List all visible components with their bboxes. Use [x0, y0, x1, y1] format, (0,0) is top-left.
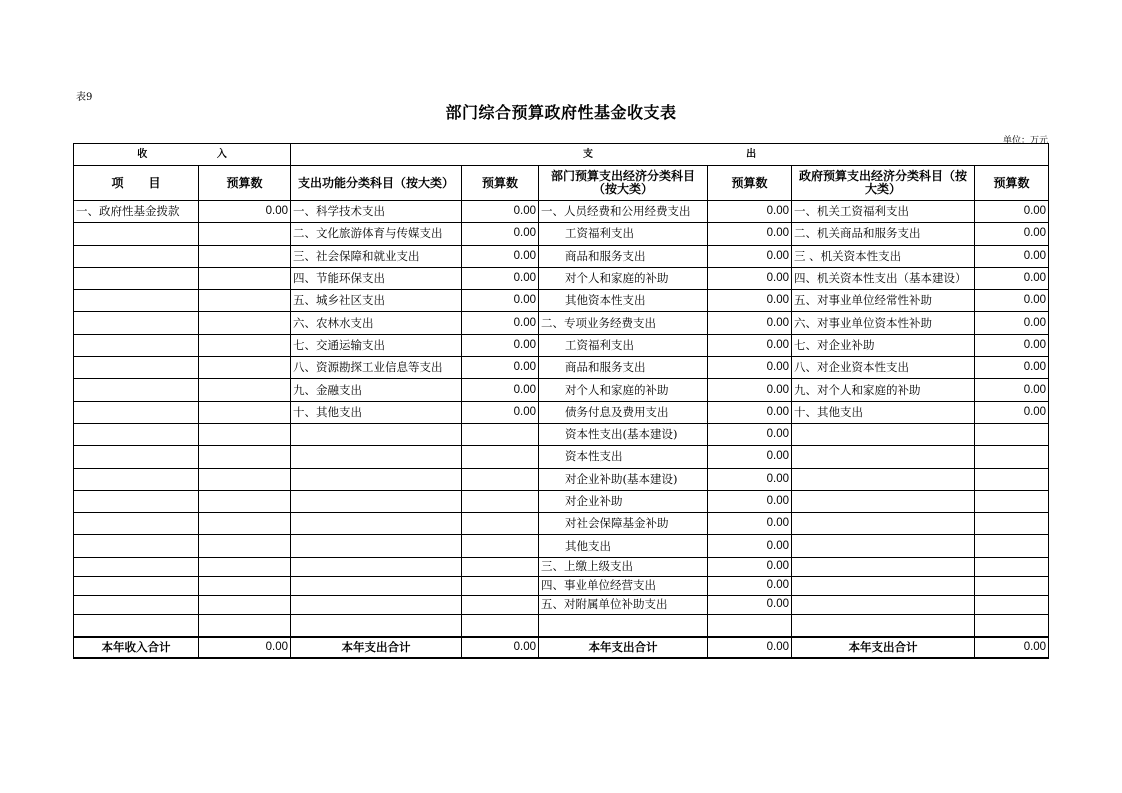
gov-econ-item-cell: 二、机关商品和服务支出	[792, 223, 975, 245]
function-item-cell: 八、资源勘探工业信息等支出	[291, 357, 462, 379]
table-row	[74, 334, 1049, 356]
dept-econ-value-cell: 0.00	[708, 576, 792, 595]
table-number: 表9	[76, 92, 93, 103]
income-item-cell	[74, 513, 199, 535]
gov-econ-value-cell	[975, 576, 1049, 595]
function-value-cell: 0.00	[462, 245, 539, 267]
gov-econ-value-cell	[975, 468, 1049, 490]
income-item-cell	[74, 490, 199, 512]
dept-econ-item-cell: 四、事业单位经营支出	[539, 576, 708, 595]
dept-econ-item-cell: 商品和服务支出	[539, 245, 708, 267]
gov-econ-value-cell	[975, 535, 1049, 557]
function-item-cell: 九、金融支出	[291, 379, 462, 401]
gov-econ-item-cell: 一、机关工资福利支出	[792, 201, 975, 223]
table-row	[74, 423, 1049, 445]
gov-econ-item-cell: 八、对企业资本性支出	[792, 357, 975, 379]
income-item-cell	[74, 401, 199, 423]
income-value-cell	[199, 595, 291, 614]
function-value-cell: 0.00	[462, 334, 539, 356]
income-item-cell	[74, 267, 199, 289]
function-value-cell	[462, 535, 539, 557]
gov-econ-value-cell	[975, 446, 1049, 468]
function-value-cell: 0.00	[462, 201, 539, 223]
unit-label: 单位：万元	[1002, 136, 1048, 146]
group-header-row	[74, 144, 1049, 166]
table-row	[74, 576, 1049, 595]
income-value-cell	[199, 513, 291, 535]
col-header-budget-dept: 预算数	[708, 166, 792, 201]
gov-econ-item-cell	[792, 423, 975, 445]
income-value-cell	[199, 535, 291, 557]
function-item-cell: 七、交通运输支出	[291, 334, 462, 356]
col-header-gov-econ: 政府预算支出经济分类科目（按大类）	[792, 166, 975, 201]
dept-econ-item-cell: 资本性支出	[539, 446, 708, 468]
total-income-value: 0.00	[199, 637, 291, 658]
gov-econ-value-cell: 0.00	[975, 379, 1049, 401]
function-value-cell: 0.00	[462, 267, 539, 289]
function-value-cell: 0.00	[462, 312, 539, 334]
income-value-cell	[199, 357, 291, 379]
gov-econ-item-cell: 十、其他支出	[792, 401, 975, 423]
income-item-cell	[74, 595, 199, 614]
dept-econ-value-cell: 0.00	[708, 557, 792, 576]
function-value-cell	[462, 468, 539, 490]
col-header-function: 支出功能分类科目（按大类）	[291, 166, 462, 201]
income-value-cell: 0.00	[199, 201, 291, 223]
income-item-cell	[74, 446, 199, 468]
col-header-budget-income: 预算数	[199, 166, 291, 201]
income-value-cell	[199, 267, 291, 289]
dept-econ-item-cell: 对企业补助(基本建设)	[539, 468, 708, 490]
dept-econ-item-cell: 工资福利支出	[539, 334, 708, 356]
table-row	[74, 245, 1049, 267]
dept-econ-item-cell: 对社会保障基金补助	[539, 513, 708, 535]
function-item-cell	[291, 595, 462, 614]
page-title: 部门综合预算政府性基金收支表	[445, 103, 677, 122]
gov-econ-value-cell	[975, 557, 1049, 576]
function-item-cell: 四、节能环保支出	[291, 267, 462, 289]
table-row	[74, 379, 1049, 401]
function-item-cell: 五、城乡社区支出	[291, 290, 462, 312]
total-income-label: 本年收入合计	[74, 637, 199, 658]
col-header-budget-function: 预算数	[462, 166, 539, 201]
dept-econ-item-cell: 二、专项业务经费支出	[539, 312, 708, 334]
income-value-cell	[199, 446, 291, 468]
income-value-cell	[199, 290, 291, 312]
gov-econ-item-cell: 六、对事业单位资本性补助	[792, 312, 975, 334]
dept-econ-item-cell: 对企业补助	[539, 490, 708, 512]
income-value-cell	[199, 614, 291, 637]
function-item-cell	[291, 513, 462, 535]
gov-econ-item-cell: 九、对个人和家庭的补助	[792, 379, 975, 401]
income-item-cell	[74, 576, 199, 595]
function-item-cell	[291, 468, 462, 490]
function-value-cell: 0.00	[462, 290, 539, 312]
dept-econ-item-cell: 对个人和家庭的补助	[539, 379, 708, 401]
table-row	[74, 614, 1049, 637]
table-row	[74, 446, 1049, 468]
table-row	[74, 357, 1049, 379]
budget-table	[73, 143, 1049, 659]
function-item-cell	[291, 423, 462, 445]
dept-econ-value-cell: 0.00	[708, 513, 792, 535]
function-value-cell	[462, 423, 539, 445]
income-value-cell	[199, 401, 291, 423]
income-item-cell	[74, 357, 199, 379]
dept-econ-item-cell: 工资福利支出	[539, 223, 708, 245]
total-function-value: 0.00	[462, 637, 539, 658]
income-value-cell	[199, 490, 291, 512]
gov-econ-item-cell	[792, 614, 975, 637]
dept-econ-item-cell: 对个人和家庭的补助	[539, 267, 708, 289]
income-value-cell	[199, 379, 291, 401]
table-row	[74, 535, 1049, 557]
function-item-cell: 六、农林水支出	[291, 312, 462, 334]
dept-econ-item-cell: 一、人员经费和公用经费支出	[539, 201, 708, 223]
gov-econ-value-cell: 0.00	[975, 357, 1049, 379]
income-item-cell	[74, 468, 199, 490]
dept-econ-value-cell: 0.00	[708, 468, 792, 490]
dept-econ-value-cell: 0.00	[708, 245, 792, 267]
income-item-cell	[74, 312, 199, 334]
dept-econ-value-cell: 0.00	[708, 595, 792, 614]
income-item-cell	[74, 557, 199, 576]
dept-econ-value-cell: 0.00	[708, 357, 792, 379]
function-item-cell	[291, 557, 462, 576]
function-value-cell: 0.00	[462, 223, 539, 245]
income-value-cell	[199, 557, 291, 576]
gov-econ-value-cell: 0.00	[975, 267, 1049, 289]
table-row	[74, 290, 1049, 312]
total-dept-value: 0.00	[708, 637, 792, 658]
expense-group-header: 支 出	[291, 144, 1049, 166]
dept-econ-value-cell: 0.00	[708, 201, 792, 223]
gov-econ-value-cell	[975, 513, 1049, 535]
gov-econ-item-cell: 四、机关资本性支出（基本建设）	[792, 267, 975, 289]
dept-econ-value-cell: 0.00	[708, 267, 792, 289]
gov-econ-item-cell	[792, 535, 975, 557]
dept-econ-value-cell: 0.00	[708, 223, 792, 245]
dept-econ-item-cell: 其他资本性支出	[539, 290, 708, 312]
dept-econ-item-cell: 债务付息及费用支出	[539, 401, 708, 423]
function-value-cell	[462, 446, 539, 468]
income-item-cell	[74, 334, 199, 356]
income-item-cell	[74, 423, 199, 445]
function-item-cell	[291, 535, 462, 557]
table-row	[74, 267, 1049, 289]
gov-econ-value-cell: 0.00	[975, 223, 1049, 245]
dept-econ-item-cell	[539, 614, 708, 637]
function-value-cell	[462, 513, 539, 535]
income-item-cell	[74, 614, 199, 637]
table-row	[74, 490, 1049, 512]
income-value-cell	[199, 223, 291, 245]
table-row	[74, 557, 1049, 576]
gov-econ-item-cell	[792, 557, 975, 576]
function-item-cell: 十、其他支出	[291, 401, 462, 423]
function-item-cell: 二、文化旅游体育与传媒支出	[291, 223, 462, 245]
gov-econ-value-cell: 0.00	[975, 312, 1049, 334]
function-item-cell: 一、科学技术支出	[291, 201, 462, 223]
table-row	[74, 223, 1049, 245]
income-value-cell	[199, 312, 291, 334]
function-value-cell: 0.00	[462, 379, 539, 401]
dept-econ-value-cell: 0.00	[708, 312, 792, 334]
gov-econ-item-cell	[792, 576, 975, 595]
income-group-header: 收 入	[74, 144, 291, 166]
gov-econ-value-cell: 0.00	[975, 334, 1049, 356]
income-item-cell	[74, 535, 199, 557]
table-row	[74, 312, 1049, 334]
income-item-cell	[74, 223, 199, 245]
income-value-cell	[199, 245, 291, 267]
income-item-cell: 一、政府性基金拨款	[74, 201, 199, 223]
income-value-cell	[199, 423, 291, 445]
total-function-label: 本年支出合计	[291, 637, 462, 658]
function-value-cell: 0.00	[462, 401, 539, 423]
gov-econ-item-cell	[792, 468, 975, 490]
function-item-cell	[291, 576, 462, 595]
income-value-cell	[199, 576, 291, 595]
table-row	[74, 201, 1049, 223]
function-value-cell	[462, 557, 539, 576]
gov-econ-item-cell	[792, 490, 975, 512]
function-value-cell	[462, 595, 539, 614]
dept-econ-value-cell: 0.00	[708, 446, 792, 468]
gov-econ-value-cell	[975, 423, 1049, 445]
gov-econ-item-cell: 三 、机关资本性支出	[792, 245, 975, 267]
table-row	[74, 595, 1049, 614]
dept-econ-value-cell: 0.00	[708, 535, 792, 557]
function-value-cell	[462, 576, 539, 595]
gov-econ-item-cell	[792, 595, 975, 614]
gov-econ-value-cell: 0.00	[975, 401, 1049, 423]
dept-econ-item-cell: 五、对附属单位补助支出	[539, 595, 708, 614]
gov-econ-value-cell	[975, 614, 1049, 637]
dept-econ-item-cell: 资本性支出(基本建设)	[539, 423, 708, 445]
gov-econ-value-cell: 0.00	[975, 245, 1049, 267]
column-header-row	[74, 166, 1049, 201]
function-value-cell	[462, 614, 539, 637]
gov-econ-value-cell	[975, 490, 1049, 512]
function-item-cell: 三、社会保障和就业支出	[291, 245, 462, 267]
function-value-cell: 0.00	[462, 357, 539, 379]
table-row	[74, 401, 1049, 423]
income-item-cell	[74, 245, 199, 267]
gov-econ-item-cell: 五、对事业单位经常性补助	[792, 290, 975, 312]
function-item-cell	[291, 614, 462, 637]
gov-econ-value-cell: 0.00	[975, 290, 1049, 312]
income-value-cell	[199, 468, 291, 490]
function-item-cell	[291, 446, 462, 468]
col-header-item: 项 目	[74, 166, 199, 201]
dept-econ-value-cell	[708, 614, 792, 637]
dept-econ-value-cell: 0.00	[708, 334, 792, 356]
dept-econ-item-cell: 商品和服务支出	[539, 357, 708, 379]
col-header-dept-econ: 部门预算支出经济分类科目（按大类）	[539, 166, 708, 201]
function-value-cell	[462, 490, 539, 512]
table-row	[74, 513, 1049, 535]
gov-econ-item-cell: 七、对企业补助	[792, 334, 975, 356]
gov-econ-item-cell	[792, 446, 975, 468]
dept-econ-item-cell: 其他支出	[539, 535, 708, 557]
dept-econ-item-cell: 三、上缴上级支出	[539, 557, 708, 576]
income-value-cell	[199, 334, 291, 356]
gov-econ-value-cell: 0.00	[975, 201, 1049, 223]
dept-econ-value-cell: 0.00	[708, 490, 792, 512]
function-item-cell	[291, 490, 462, 512]
total-dept-label: 本年支出合计	[539, 637, 708, 658]
total-row	[74, 637, 1049, 658]
total-gov-label: 本年支出合计	[792, 637, 975, 658]
dept-econ-value-cell: 0.00	[708, 423, 792, 445]
gov-econ-value-cell	[975, 595, 1049, 614]
gov-econ-item-cell	[792, 513, 975, 535]
total-gov-value: 0.00	[975, 637, 1049, 658]
income-item-cell	[74, 379, 199, 401]
table-row	[74, 468, 1049, 490]
dept-econ-value-cell: 0.00	[708, 290, 792, 312]
col-header-budget-gov: 预算数	[975, 166, 1049, 201]
dept-econ-value-cell: 0.00	[708, 401, 792, 423]
income-item-cell	[74, 290, 199, 312]
dept-econ-value-cell: 0.00	[708, 379, 792, 401]
